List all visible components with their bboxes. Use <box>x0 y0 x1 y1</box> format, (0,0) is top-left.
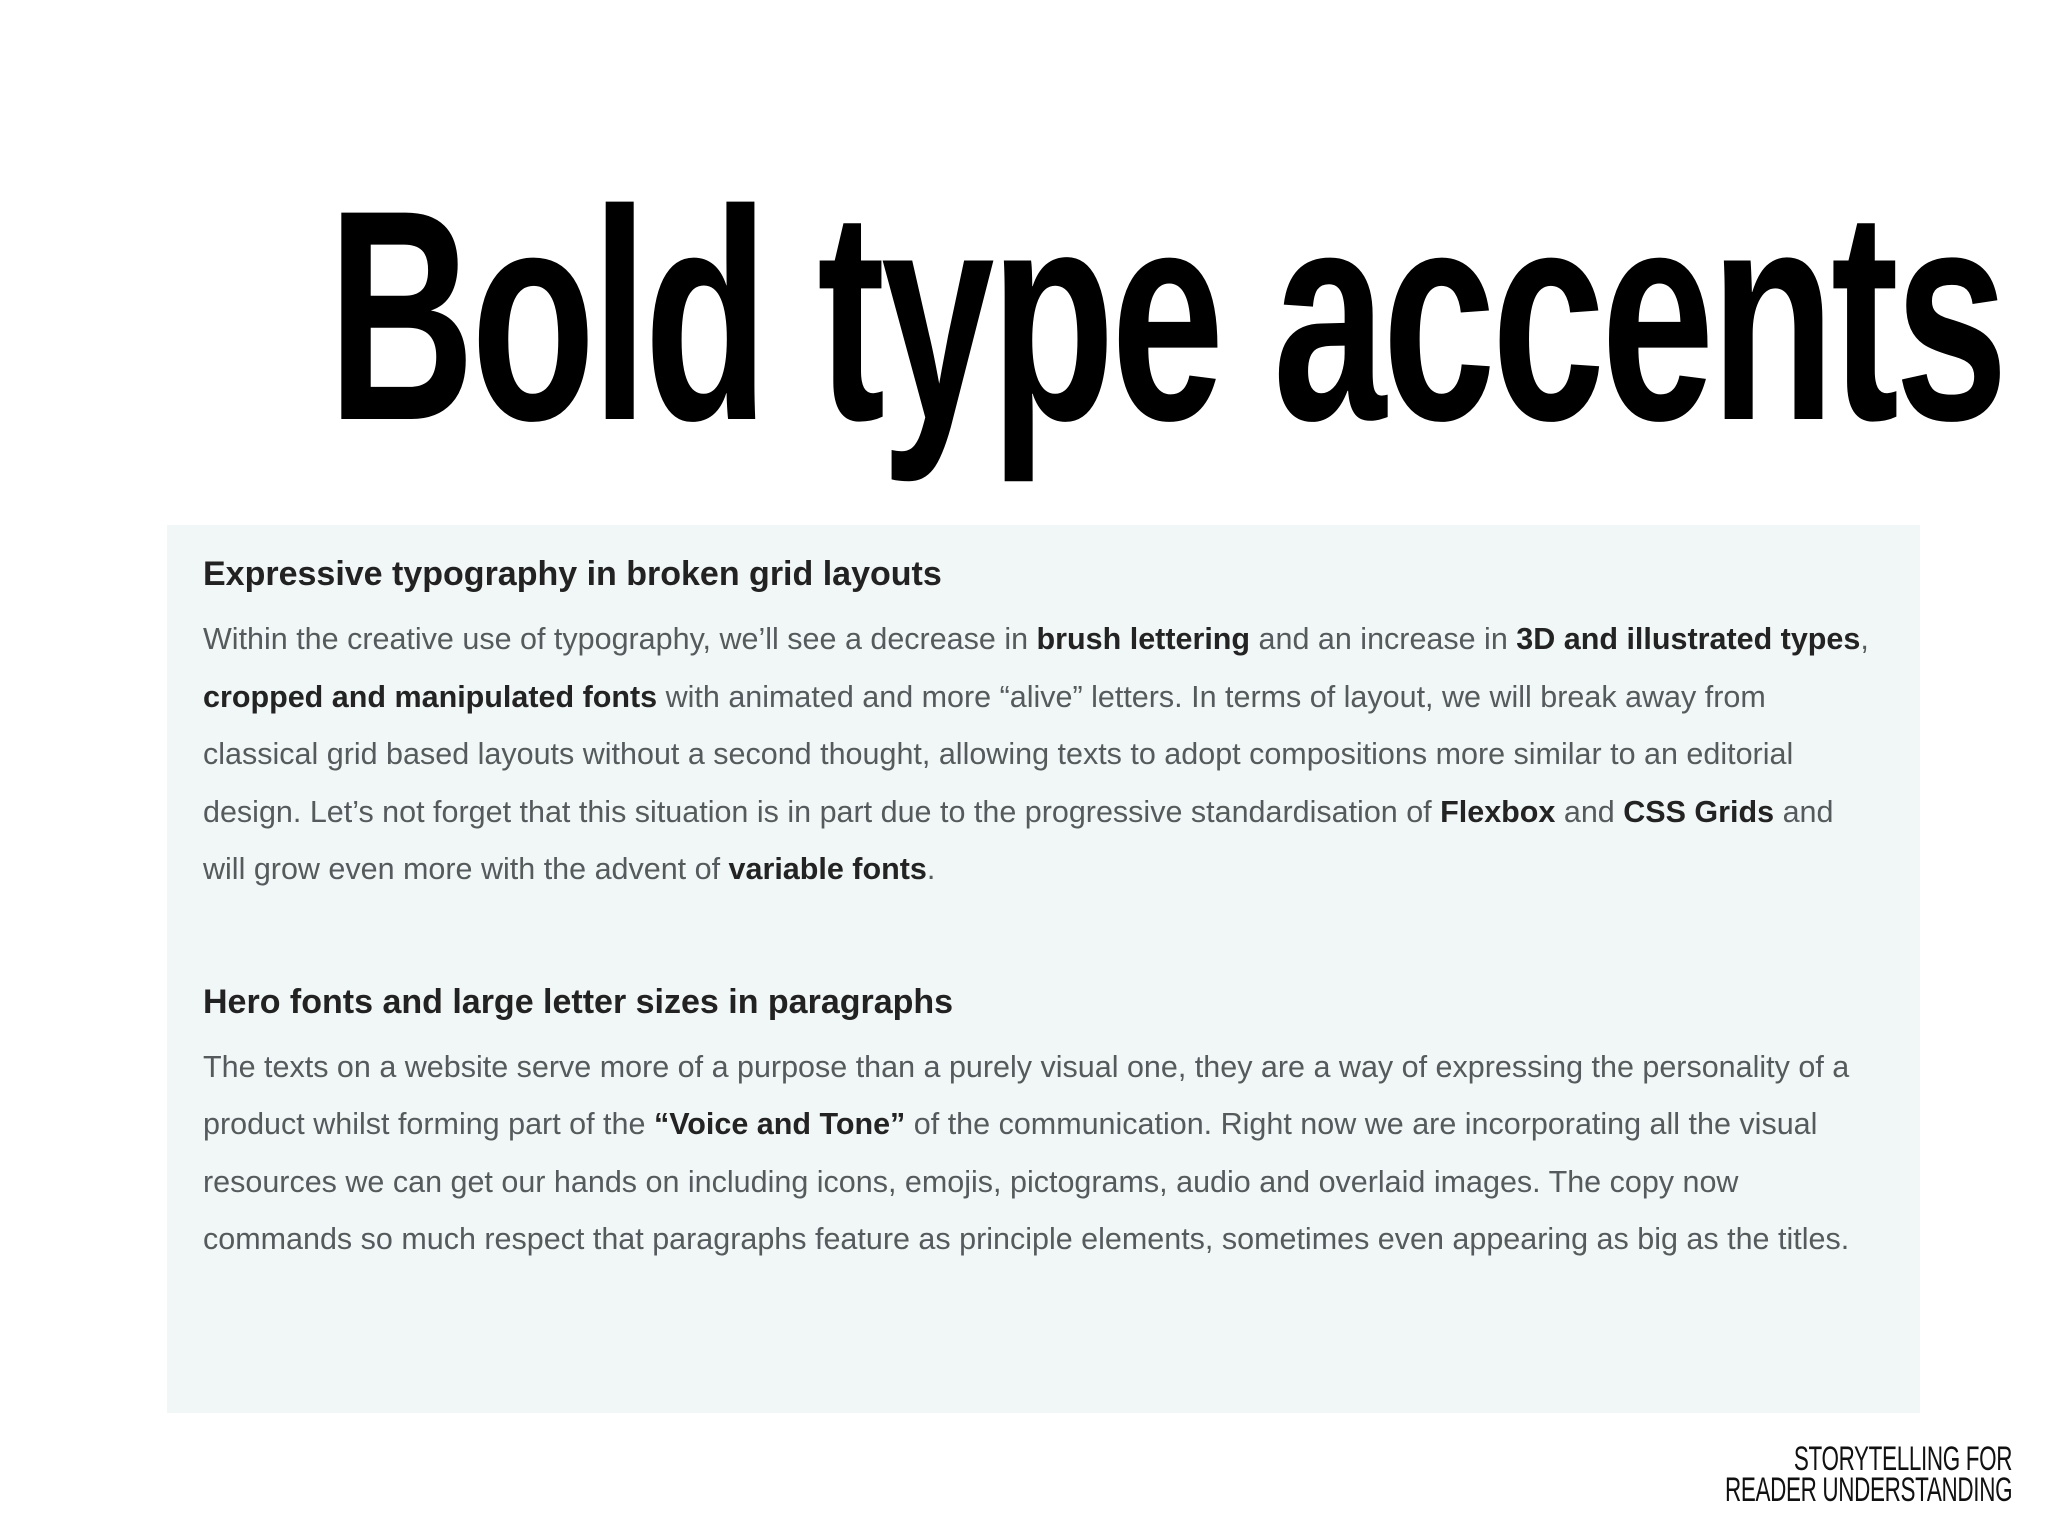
footer-credit <box>1724 1440 2012 1509</box>
footer-line-1: STORYTELLING FOR <box>1793 1440 2012 1478</box>
bold-accent-3d-illustrated-types: 3D and illustrated types <box>1516 622 1861 656</box>
body-text: Within the creative use of typography, we’ll see a decrease in <box>203 622 1037 656</box>
bold-accent-cropped-fonts: cropped and manipulated fonts <box>203 679 658 714</box>
body-text: and will grow even more with the advent of <box>203 794 1834 886</box>
body-text: and <box>1555 794 1624 829</box>
article-screenshot <box>167 525 1920 1413</box>
body-text: , <box>1860 622 1869 656</box>
body-text: with animated and more “alive” letters. In terms of layout, we will break away from classical grid based layouts without a second thought, allowing texts to adopt compositions more similar to an editorial design. Let’s not forget that this situation is in part due to the progressive standardisation of <box>203 679 1794 829</box>
bold-accent-variable-fonts: variable fonts <box>728 852 927 886</box>
bold-accent-css-grids: CSS Grids <box>1623 794 1775 829</box>
body-text: . <box>926 852 936 886</box>
bold-accent-voice-and-tone: “Voice and Tone” <box>653 1107 906 1141</box>
section-heading-expressive-typography: Expressive typography in broken grid layouts <box>203 555 942 593</box>
section-heading-hero-fonts: Hero fonts and large letter sizes in paragraphs <box>203 982 954 1021</box>
section-body-hero-fonts <box>203 1039 1884 1269</box>
section-body-expressive-typography <box>203 611 1884 899</box>
body-text: of the communication. Right now we are incorporating all the visual resources we can get our hands on including icons, emojis, pictograms, audio and overlaid images. The copy now commands so much respect that paragraphs feature as principle elements, sometimes even appearing as big as the titles. <box>203 1107 1850 1256</box>
body-text: The texts on a website serve more of a purpose than a purely visual one, they are a way of expressing the personality of a product whilst forming part of the <box>203 1049 1850 1141</box>
bold-accent-brush-lettering: brush lettering <box>1036 622 1251 656</box>
footer-line-2: READER UNDERSTANDING <box>1724 1471 2012 1509</box>
slide-title: Bold type accents <box>327 147 2005 483</box>
bold-accent-flexbox: Flexbox <box>1440 794 1556 829</box>
body-text: and an increase in <box>1250 622 1517 656</box>
section-spacer <box>203 899 1884 981</box>
